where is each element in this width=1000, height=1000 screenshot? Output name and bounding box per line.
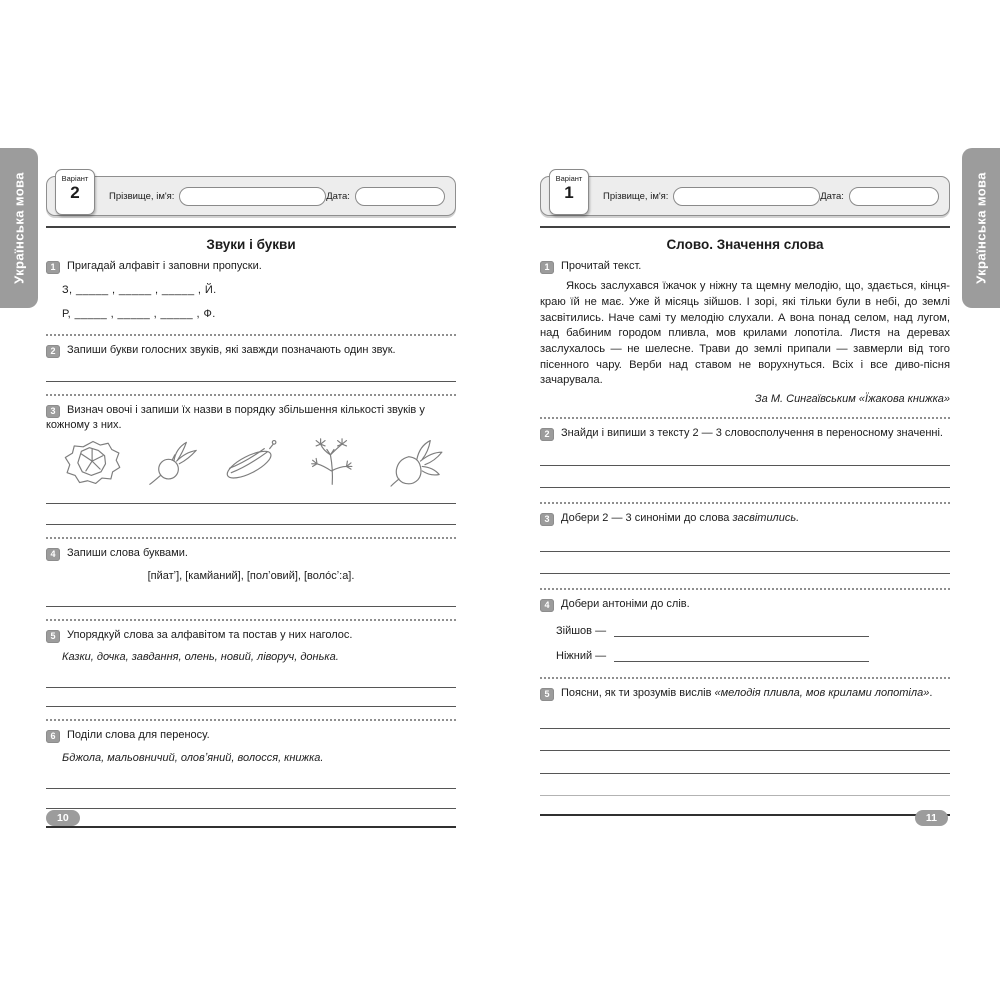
name-label: Прізвище, ім'я: — [603, 190, 669, 202]
task-text: Запиши слова буквами. — [67, 546, 188, 559]
task-number-badge: 6 — [46, 730, 60, 743]
word-list: Бджола, мальовничий, оловʼяний, волосся, книжка. — [62, 751, 324, 764]
page-title: Звуки і букви — [206, 237, 296, 252]
reading-text: Якось заслухався їжачок у ніжну та щемну мелодію, що, здається, кінця-краю їй не має. Уже й місяць зійшов. І зорі, які тільки були в небі, до землі засвітились. Наче самі ту мелодію слухали. А вона понад селом, над лугом, над бабиним городом пливла, мов крилами лопотіла. Листя на деревах заслухалось — не шелесне. Трави до землі припали — завмерли від того пісенного чару. Верби над ставом не ворухнуться. Всіх і все диво-пісня зачарувала. — [540, 280, 950, 387]
task-1 — [46, 259, 456, 274]
variant-label: Варіант — [555, 174, 583, 183]
dotted-separator — [540, 588, 950, 590]
subject-tab-label: Українська мова — [11, 172, 27, 284]
page-title: Слово. Значення слова — [666, 237, 824, 252]
writing-line — [540, 702, 950, 729]
dill-image — [299, 437, 369, 487]
task-6 — [46, 728, 456, 743]
variant-number: 1 — [564, 183, 574, 202]
writing-line — [540, 729, 950, 751]
writing-line — [540, 796, 950, 816]
task-number-badge: 1 — [46, 261, 60, 274]
name-label: Прізвище, ім'я: — [109, 190, 175, 202]
task-text: Добери 2 — 3 синоніми до слова засвітились. — [561, 512, 800, 525]
transcription-words: [пйатʼ], [камйаний], [полʼовий], [волóсʼ:а]. — [147, 569, 355, 582]
task-text: Добери антоніми до слів. — [561, 597, 690, 610]
task-text: Запиши букви голосних звуків, які завжди позначають один звук. — [67, 344, 396, 357]
task-text: Поділи слова для переносу. — [67, 729, 210, 742]
quoted-phrase: «мелодія пливла, мов крилами лопотіла» — [714, 687, 930, 700]
dotted-separator — [46, 619, 456, 621]
header-rule — [46, 226, 456, 228]
alphabet-gap-row: Р, _____ , _____ , _____ , Ф. — [62, 308, 216, 321]
antonym-word: Зійшов — — [556, 625, 607, 638]
target-word: засвітились. — [732, 512, 800, 525]
answer-line — [614, 623, 869, 637]
text-attribution: За М. Сингаївським «Їжакова книжка» — [754, 393, 950, 406]
dotted-separator — [46, 719, 456, 721]
date-field[interactable] — [849, 187, 939, 206]
task-2 — [540, 426, 950, 441]
header-bar — [46, 176, 456, 216]
task-4 — [46, 546, 456, 561]
antonym-row — [556, 648, 950, 662]
dotted-separator — [46, 537, 456, 539]
subject-tab-left — [0, 148, 38, 308]
name-field[interactable] — [673, 187, 820, 206]
writing-line — [46, 359, 456, 382]
writing-line — [540, 527, 950, 552]
task-number-badge: 5 — [540, 688, 554, 701]
writing-line — [540, 751, 950, 774]
task-text: Поясни, як ти зрозумів вислів «мелодія пливла, мов крилами лопотіла». — [561, 687, 933, 700]
task-number-badge: 1 — [540, 261, 554, 274]
cabbage-image — [58, 437, 128, 487]
antonym-row — [556, 623, 950, 637]
writing-line — [46, 504, 456, 525]
task-number-badge: 2 — [540, 428, 554, 441]
name-field[interactable] — [179, 187, 326, 206]
task-number-badge: 4 — [46, 548, 60, 561]
worksheet-page-left — [46, 176, 456, 828]
task-1 — [540, 259, 950, 274]
dotted-separator — [540, 677, 950, 679]
task-text: Визнач овочі і запиши їх назви в порядку збільшення кількості звуків у кожному з них. — [46, 403, 425, 432]
task-text: Упорядкуй слова за алфавітом та постав у них наголос. — [67, 628, 353, 641]
variant-number: 2 — [70, 183, 80, 202]
task-number-badge: 2 — [46, 345, 60, 358]
vegetable-images-row — [46, 434, 456, 487]
beet-image — [384, 437, 448, 487]
task-text: Пригадай алфавіт і заповни пропуски. — [67, 260, 262, 272]
writing-line — [46, 809, 456, 828]
writing-line — [46, 764, 456, 789]
date-field[interactable] — [355, 187, 445, 206]
writing-line — [540, 552, 950, 574]
dotted-separator — [540, 417, 950, 419]
subject-tab-label: Українська мова — [973, 172, 989, 284]
alphabet-gap-row: З, _____ , _____ , _____ , Й. — [62, 284, 217, 297]
subject-tab-right — [962, 148, 1000, 308]
writing-line — [540, 774, 950, 796]
variant-tab — [549, 169, 589, 215]
date-label: Дата: — [820, 190, 844, 202]
writing-line — [540, 466, 950, 488]
page-number: 10 — [46, 810, 80, 826]
answer-line — [614, 648, 869, 662]
cucumber-image — [217, 437, 283, 487]
variant-tab — [55, 169, 95, 215]
page-number: 11 — [915, 810, 948, 826]
task-3 — [46, 403, 456, 434]
writing-line — [46, 487, 456, 504]
writing-line — [540, 441, 950, 466]
task-text: Знайди і випиши з тексту 2 — 3 словосполучення в переносному значенні. — [561, 427, 943, 440]
variant-label: Варіант — [61, 174, 89, 183]
task-5 — [540, 686, 950, 701]
date-label: Дата: — [326, 190, 350, 202]
writing-line — [46, 789, 456, 809]
worksheet-page-right — [540, 176, 950, 816]
radish-image — [144, 437, 202, 487]
task-text: Прочитай текст. — [561, 260, 642, 272]
dotted-separator — [46, 334, 456, 336]
word-list: Казки, дочка, завдання, олень, новий, ліворуч, донька. — [62, 651, 339, 664]
task-5 — [46, 628, 456, 643]
writing-line — [46, 582, 456, 607]
antonym-word: Ніжний — — [556, 650, 607, 663]
dotted-separator — [540, 502, 950, 504]
dotted-separator — [46, 394, 456, 396]
task-number-badge: 3 — [46, 405, 60, 418]
task-number-badge: 5 — [46, 630, 60, 643]
task-number-badge: 4 — [540, 599, 554, 612]
writing-line — [46, 688, 456, 707]
task-number-badge: 3 — [540, 513, 554, 526]
task-2 — [46, 343, 456, 358]
header-rule — [540, 226, 950, 228]
header-bar — [540, 176, 950, 216]
writing-line — [46, 663, 456, 688]
task-3 — [540, 511, 950, 526]
task-4 — [540, 597, 950, 612]
